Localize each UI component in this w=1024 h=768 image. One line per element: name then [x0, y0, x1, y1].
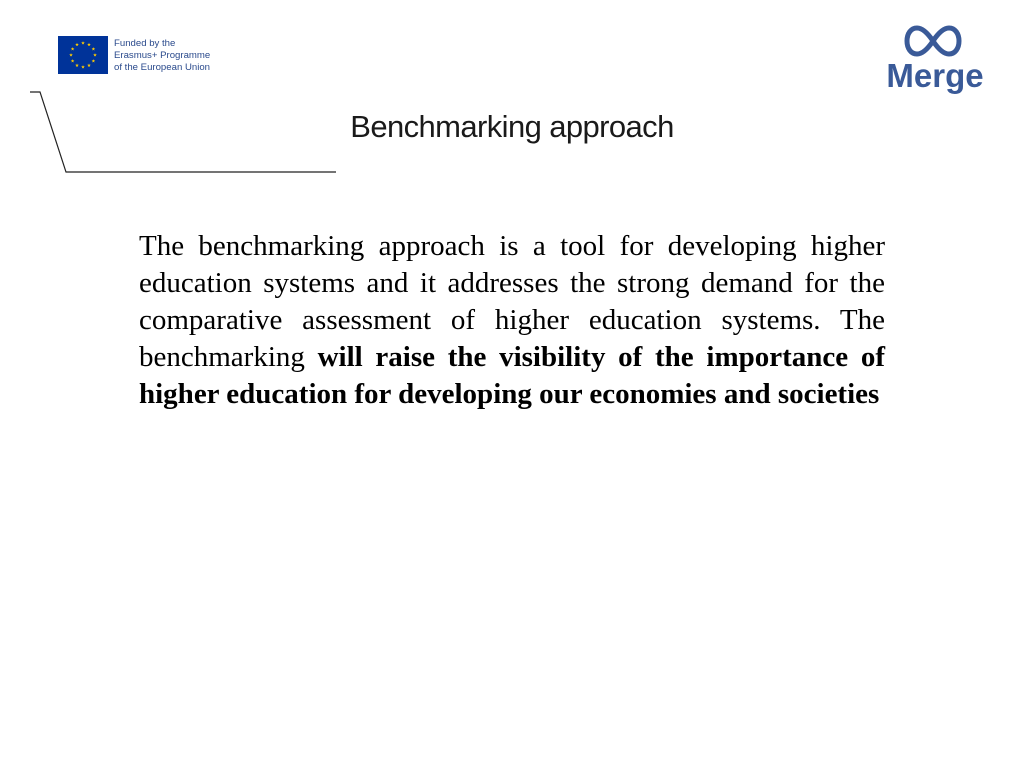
body-bold-text: will raise the visibility of the importance of higher education for developing our economies and societies [139, 341, 886, 410]
funding-line-3: of the European Union [114, 62, 211, 73]
infinity-loop-icon [904, 24, 962, 58]
funding-text [114, 38, 210, 74]
body-regular-text: The benchmarking approach is a tool for developing higher education systems and it addresses the strong demand for the comparative assessment of higher education systems. The benchmarking [139, 230, 885, 373]
eu-flag-icon [58, 36, 108, 74]
funding-line-1: Funded by the [114, 38, 176, 49]
slide-body [139, 228, 885, 413]
slide-title: Benchmarking approach [350, 109, 674, 144]
funding-line-2: Erasmus+ Programme [114, 50, 211, 61]
merge-wordmark: Merge [886, 57, 984, 94]
eu-funding-badge [58, 36, 210, 78]
merge-logo [880, 24, 988, 96]
decorative-corner-line [0, 0, 340, 180]
